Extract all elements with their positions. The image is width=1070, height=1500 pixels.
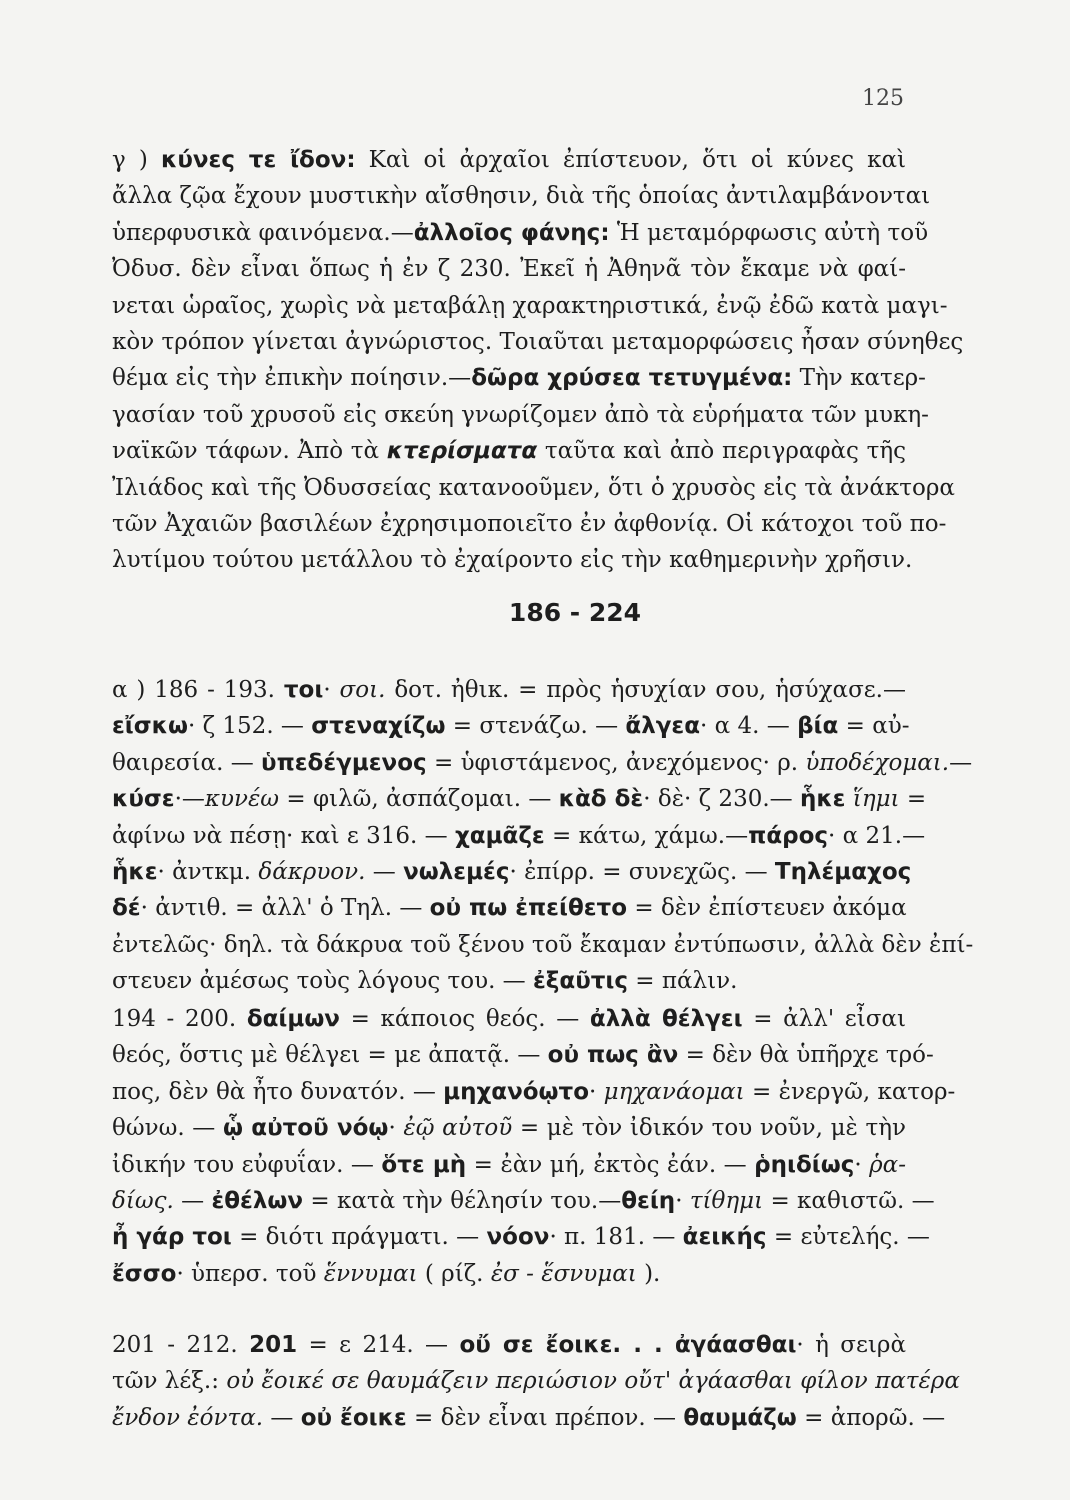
text-run: · ὑπερσ. τοῦ [176, 1260, 324, 1287]
text-run: = ἀπορῶ. — [796, 1404, 946, 1431]
text-run: ἔνδον ἐόντα. [112, 1404, 264, 1431]
lemma-term: εἴσκω [112, 713, 189, 740]
lemma-term: νωλεμές [403, 858, 510, 885]
text-line [112, 818, 926, 854]
text-run: δάκρυον. [258, 858, 366, 885]
text-run: πος, δὲν θὰ ἦτο δυνατόν. — [112, 1078, 444, 1105]
text-run: δοτ. ἠθικ. = πρὸς ἡσυχίαν σου, ἡσύχασε.— [385, 677, 906, 703]
text-run: · α 21.— [828, 822, 926, 849]
text-line [112, 890, 906, 926]
commentary-paragraph-201 [112, 1327, 960, 1436]
section-heading: 186 - 224 [508, 598, 642, 627]
text-run: ). [636, 1260, 661, 1287]
text-line [112, 708, 910, 744]
text-run: = δὲν θὰ ὑπῆρχε τρό- [678, 1042, 934, 1069]
text-run: · [589, 1078, 604, 1105]
text-run: · [388, 1115, 404, 1142]
text-run: θώνω. — [112, 1115, 223, 1142]
lemma-term: κὰδ δὲ [558, 786, 644, 813]
text-run: ἄλλα ζῷα ἔχουν μυστικὴν αἴσθησιν, διὰ τῆς ὁποίας ἀντιλαμβάνονται [112, 183, 931, 210]
text-line [112, 1363, 960, 1399]
lemma-term: θείη [621, 1187, 676, 1214]
text-run: Ἰλιάδος καὶ τῆς Ὀδυσσείας κατανοοῦμεν, ὅτι ὁ χρυσὸς εἰς τὰ ἀνάκτορα [112, 474, 955, 501]
text-run: ἵημι [852, 786, 900, 813]
text-run: = δὲν ἐπίστευεν ἀκόμα [627, 895, 907, 922]
text-line [112, 1400, 946, 1436]
text-run: · ἀντκμ. [157, 858, 259, 885]
text-run: ἀφίνω νὰ πέσῃ· καὶ ε 316. — [112, 822, 455, 849]
text-run: ·— [174, 786, 205, 813]
text-run: · [675, 1187, 690, 1214]
lemma-term: βία [797, 713, 839, 740]
lemma-term: πάρος [748, 822, 829, 849]
lemma-term: 201 [249, 1332, 298, 1358]
page-number: 125 [862, 86, 904, 111]
text-run: ῥα- [869, 1151, 906, 1178]
text-run [845, 786, 852, 812]
commentary-paragraph-194 [112, 1001, 956, 1292]
lemma-term: οὐ πω ἐπείθετο [429, 895, 628, 922]
lemma-term: δαίμων [246, 1006, 340, 1032]
lemma-term: νόον [486, 1224, 550, 1251]
text-line [112, 288, 948, 324]
text-line [112, 1110, 906, 1146]
text-line [112, 672, 906, 708]
text-run: = διότι πράγματι. — [231, 1224, 487, 1251]
text-run: ὑποδέχομαι. [805, 749, 950, 776]
text-line [112, 927, 974, 963]
lemma-term: κτερίσματα [386, 438, 538, 465]
text-line [112, 433, 906, 469]
text-run: = ἐνεργῶ, κατορ- [744, 1078, 956, 1105]
text-line [112, 542, 913, 578]
text-run: = μὲ τὸν ἰδικόν του νοῦν, μὲ τὴν [512, 1115, 907, 1142]
text-run: — [263, 1404, 301, 1431]
text-run: μηχανάομαι [603, 1078, 745, 1105]
lemma-term: οὐ ἔοικε [300, 1404, 407, 1431]
text-run: Καὶ οἱ ἀρχαῖοι ἐπίστευον, ὅτι οἱ κύνες καὶ [355, 147, 907, 173]
text-line [112, 506, 947, 542]
text-run: = [899, 786, 927, 813]
text-line [112, 854, 912, 890]
text-run: = ὑφιστάμενος, ἀνεχόμενος· ρ. [426, 749, 806, 776]
text-run: θαιρεσία. — [112, 749, 262, 776]
text-run: = στενάζω. — [445, 713, 626, 740]
text-run: ἕννυμαι [323, 1260, 418, 1287]
lemma-term: στεναχίζω [311, 713, 446, 740]
text-run: ἐῷ αὐτοῦ [403, 1115, 513, 1142]
text-line [112, 1001, 906, 1037]
text-run: = κάποιος θεός. — [339, 1006, 590, 1032]
text-line [112, 1183, 935, 1219]
text-run: 194 - 200. [112, 1006, 247, 1032]
text-line [112, 470, 955, 506]
lemma-term: τοι [283, 677, 324, 703]
text-run: 201 - 212. [112, 1332, 250, 1358]
lemma-term: θαυμάζω [683, 1404, 797, 1431]
commentary-paragraph-gamma [112, 142, 964, 579]
lemma-term: χαμᾶζε [454, 822, 545, 849]
lemma-term: οὐ πως ἂν [547, 1042, 679, 1069]
commentary-paragraph-alpha [112, 672, 974, 1000]
text-run: ἐσ - ἕσνυμαι [490, 1260, 637, 1287]
text-run: στευεν ἀμέσως τοὺς λόγους του. — [112, 968, 533, 995]
text-run: · δὲ· ζ 230.— [643, 786, 800, 813]
lemma-term: ὑπεδέγμενος [261, 749, 427, 776]
lemma-term: ἐξαῦτις [533, 968, 628, 995]
text-line [112, 251, 906, 287]
text-run: τῶν Ἀχαιῶν βασιλέων ἐχρησιμοποιεῖτο ἐν ἀφθονίᾳ. Οἱ κάτοχοι τοῦ πο- [112, 510, 947, 537]
lemma-term: ῥηιδίως [754, 1151, 855, 1178]
text-run: λυτίμου τούτου μετάλλου τὸ ἐχαίροντο εἰς τὴν καθημερινὴν χρῆσιν. [112, 547, 913, 574]
text-run: σοι. [339, 677, 386, 703]
text-line [112, 178, 931, 214]
lemma-term: κύνες τε ἴδον: [160, 147, 356, 173]
text-run: κὸν τρόπον γίνεται ἀγνώριστος. Τοιαῦται μεταμορφώσεις ἦσαν σύνηθες [112, 328, 964, 355]
text-line [112, 142, 906, 178]
text-run: — [365, 858, 404, 885]
lemma-term: δῶρα χρύσεα τετυγμένα: [471, 365, 793, 392]
text-run: ἐντελῶς· δηλ. τὰ δάκρυα τοῦ ξένου τοῦ ἔκαμαν ἐντύπωσιν, ἀλλὰ δὲν ἐπί- [112, 931, 974, 958]
text-run: ναϊκῶν τάφων. Ἀπὸ τὰ [112, 438, 387, 465]
text-line [112, 1327, 906, 1363]
text-run: ταῦτα καὶ ἀπὸ περιγραφὰς τῆς [537, 438, 906, 465]
text-run: = δὲν εἶναι πρέπον. — [406, 1404, 684, 1431]
lemma-term: κύσε [112, 786, 175, 813]
lemma-term: οὔ σε ἔοικε. . . ἀγάασθαι [459, 1332, 797, 1358]
text-run: τίθημι [689, 1187, 764, 1214]
text-run: νεται ὡραῖος, χωρὶς νὰ μεταβάλῃ χαρακτηριστικά, ἐνῷ ἐδῶ κατὰ μαγι- [112, 292, 948, 319]
text-run: κυνέω [204, 786, 280, 813]
text-run: γασίαν τοῦ χρυσοῦ εἰς σκεύη γνωρίζομεν ἀπὸ τὰ εὑρήματα τῶν μυκη- [112, 401, 929, 428]
text-run: · ἐπίρρ. = συνεχῶς. — [509, 858, 775, 885]
text-line [112, 1219, 930, 1255]
lemma-term: ἧκε [112, 858, 158, 885]
text-run: ὑπερφυσικὰ φαινόμενα.— [112, 219, 414, 246]
text-run: = καθιστῶ. — [763, 1187, 935, 1214]
text-run: · π. 181. — [549, 1224, 683, 1251]
text-line [112, 215, 929, 251]
text-line [112, 963, 906, 999]
text-line [112, 1147, 906, 1183]
lemma-term: ἄλγεα [625, 713, 701, 740]
text-run: = κάτω, χάμω.— [544, 822, 749, 849]
text-line [112, 1256, 906, 1292]
text-line [112, 1074, 956, 1110]
text-run: · [854, 1151, 870, 1178]
text-run: · ζ 152. — [188, 713, 312, 740]
text-run: · α 4. — [700, 713, 798, 740]
text-line [112, 781, 927, 817]
lemma-term: δέ [112, 895, 141, 922]
text-run: ἰδικήν του εὐφυΐαν. — [112, 1151, 382, 1178]
text-run: = πάλιν. [628, 968, 738, 995]
text-line [112, 360, 926, 396]
text-run: θεός, ὅστις μὲ θέλγει = με ἀπατᾷ. — [112, 1042, 548, 1069]
text-run: = εὐτελής. — [766, 1224, 930, 1251]
text-run: Ὀδυσ. δὲν εἶναι ὅπως ἡ ἐν ζ 230. Ἐκεῖ ἡ Ἀθηνᾶ τὸν ἔκαμε νὰ φαί- [112, 256, 906, 283]
text-run: α ) 186 - 193. [112, 677, 284, 703]
lemma-term: ἀλλοῖος φάνης: [413, 219, 610, 246]
text-line [112, 397, 929, 433]
text-run: · ἀντιθ. = ἀλλ' ὁ Τηλ. — [140, 895, 430, 922]
lemma-term: ἔσσο [112, 1260, 177, 1287]
text-run: · [323, 677, 340, 703]
text-run: = κατὰ τὴν θέλησίν του.— [303, 1187, 622, 1214]
text-run: = φιλῶ, ἀσπάζομαι. — [279, 786, 559, 813]
text-run: ( ρίζ. [417, 1260, 491, 1287]
lemma-term: ἀεικής [682, 1224, 767, 1251]
lemma-term: μηχανόῳτο [443, 1078, 590, 1105]
text-run: τῶν λέξ.: [112, 1368, 227, 1395]
text-run: = ε 214. — [297, 1332, 460, 1358]
text-run: γ ) [112, 147, 161, 173]
text-run: — [949, 749, 973, 776]
lemma-term: ἦ γάρ τοι [112, 1224, 232, 1251]
text-line [112, 324, 964, 360]
lemma-term: ὅτε μὴ [381, 1151, 467, 1178]
text-run: Ἡ μεταμόρφωσις αὐτὴ τοῦ [609, 219, 929, 246]
text-run: οὐ ἔοικέ σε θαυμάζειν περιώσιον οὔτ' ἀγάασθαι φίλον πατέρα [226, 1368, 960, 1395]
text-run: = ἀλλ' εἶσαι [742, 1006, 906, 1032]
lemma-term: ᾧ αὐτοῦ νόῳ [222, 1115, 389, 1142]
text-line [112, 745, 973, 781]
lemma-term: Τηλέμαχος [774, 858, 912, 885]
text-run: Τὴν κατερ- [792, 365, 926, 392]
text-run: — [173, 1187, 212, 1214]
text-run: δίως. [112, 1187, 174, 1214]
lemma-term: ἐθέλων [211, 1187, 304, 1214]
text-run: = ἐὰν μή, ἐκτὸς ἐάν. — [466, 1151, 755, 1178]
text-run: · ἡ σειρὰ [796, 1332, 906, 1358]
lemma-term: ἀλλὰ θέλγει [589, 1006, 743, 1032]
text-line [112, 1037, 934, 1073]
lemma-term: ἧκε [799, 786, 846, 813]
text-run: = αὐ- [838, 713, 910, 740]
text-run: θέμα εἰς τὴν ἐπικὴν ποίησιν.— [112, 365, 472, 392]
